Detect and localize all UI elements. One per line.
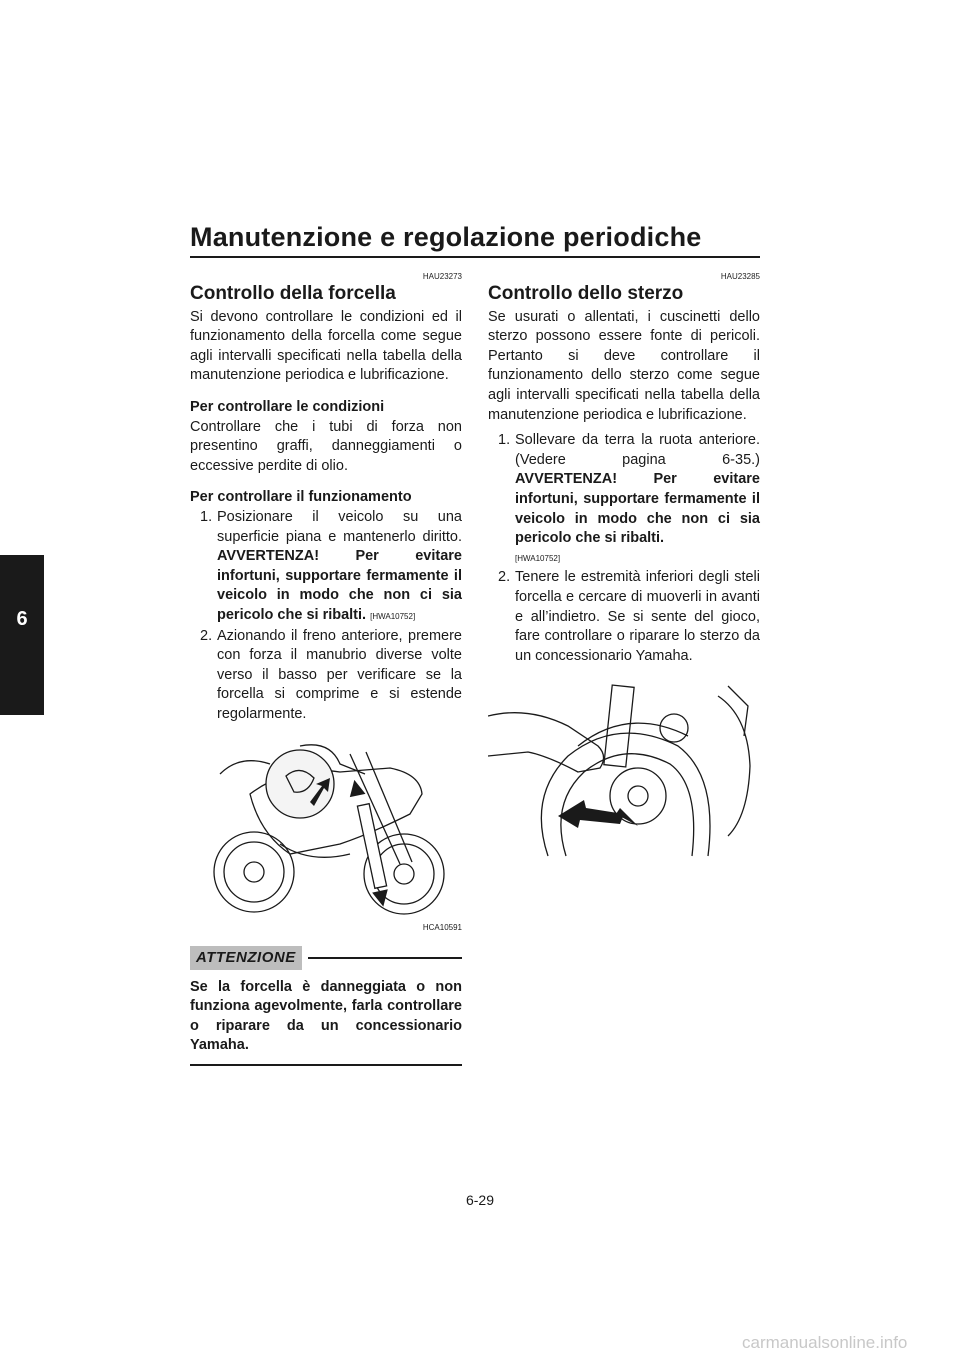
warning-ref: [HWA10752] <box>515 553 561 563</box>
caution-code: HCA10591 <box>422 923 462 933</box>
section-intro: Se usurati o allentati, i cuscinetti dello sterzo possono essere fonte di pericoli. Pertanto si deve controllare il funzionamento dello sterzo come segue agli intervalli specificati nella tabella della manutenzione periodica e lubrificazione. <box>488 308 760 423</box>
left-column <box>190 272 462 1066</box>
conditions-text: Controllare che i tubi di forza non presentino graffi, danneggiamenti o eccessive perdite di olio. <box>190 418 462 474</box>
list-item <box>488 568 760 666</box>
section-code: HAU23273 <box>422 272 462 281</box>
section-code: HAU23285 <box>720 272 760 281</box>
motorcycle-fork-illustration <box>190 734 462 916</box>
subheading-operation: Per controllare il funzionamento <box>190 489 412 506</box>
list-item <box>488 431 760 568</box>
warning-text: AVVERTENZA! Per evitare infortuni, supportare fermamente il veicolo in modo che non ci sia pericolo che si ribalti. <box>217 548 462 623</box>
step-number: 2. <box>498 569 511 586</box>
header-rule <box>190 256 760 258</box>
steps-list <box>488 431 760 666</box>
step-text: Azionando il freno anteriore, premere con forza il manubrio diverse volte verso il basso per verificare se la forcella si comprime e si estende regolarmente. <box>217 627 462 722</box>
step-text: Sollevare da terra la ruota anteriore. (Vedere pagina 6-35.) <box>515 432 760 468</box>
step-number: 1. <box>200 508 213 525</box>
caution-label: ATTENZIONE <box>190 946 302 970</box>
caution-header <box>190 946 462 970</box>
warning-text: AVVERTENZA! Per evitare infortuni, supportare fermamente il veicolo in modo che non ci sia pericolo che si ribalti. <box>515 471 760 547</box>
chapter-tab <box>0 555 44 715</box>
footer-watermark: carmanualsonline.info <box>742 1333 908 1352</box>
step-text: Posizionare il veicolo su una superficie piana e mantenerlo diritto. <box>217 508 462 545</box>
steering-check-illustration <box>488 676 760 860</box>
list-item <box>190 627 462 725</box>
step-number: 2. <box>200 627 213 644</box>
caution-rule <box>308 957 462 959</box>
caution-text: Se la forcella è danneggiata o non funziona agevolmente, farla controllare o riparare da un concessionario Yamaha. <box>190 978 462 1066</box>
motorcycle-illustration <box>190 734 462 916</box>
section-intro: Si devono controllare le condizioni ed il funzionamento della forcella come segue agli intervalli specificati nella tabella della manutenzione periodica e lubrificazione. <box>190 308 462 384</box>
step-text: Tenere le estremità inferiori degli steli forcella e cercare di muoverli in avanti e all’indietro. Se si sente del gioco, fare controllare o riparare lo sterzo da un concessionario Yamaha. <box>515 569 760 664</box>
step-number: 1. <box>498 432 511 449</box>
list-item <box>190 508 462 627</box>
warning-ref: [HWA10752] <box>370 611 416 621</box>
steering-illustration <box>488 676 760 860</box>
steps-list <box>190 508 462 725</box>
section-heading: Controllo della forcella <box>190 283 396 304</box>
page-number: 6-29 <box>465 1192 495 1208</box>
section-heading: Controllo dello sterzo <box>488 283 684 304</box>
right-column <box>488 272 760 860</box>
subheading-conditions: Per controllare le condizioni <box>190 398 385 415</box>
chapter-number: 6 <box>16 608 28 630</box>
page-title: Manutenzione e regolazione periodiche <box>190 222 702 252</box>
